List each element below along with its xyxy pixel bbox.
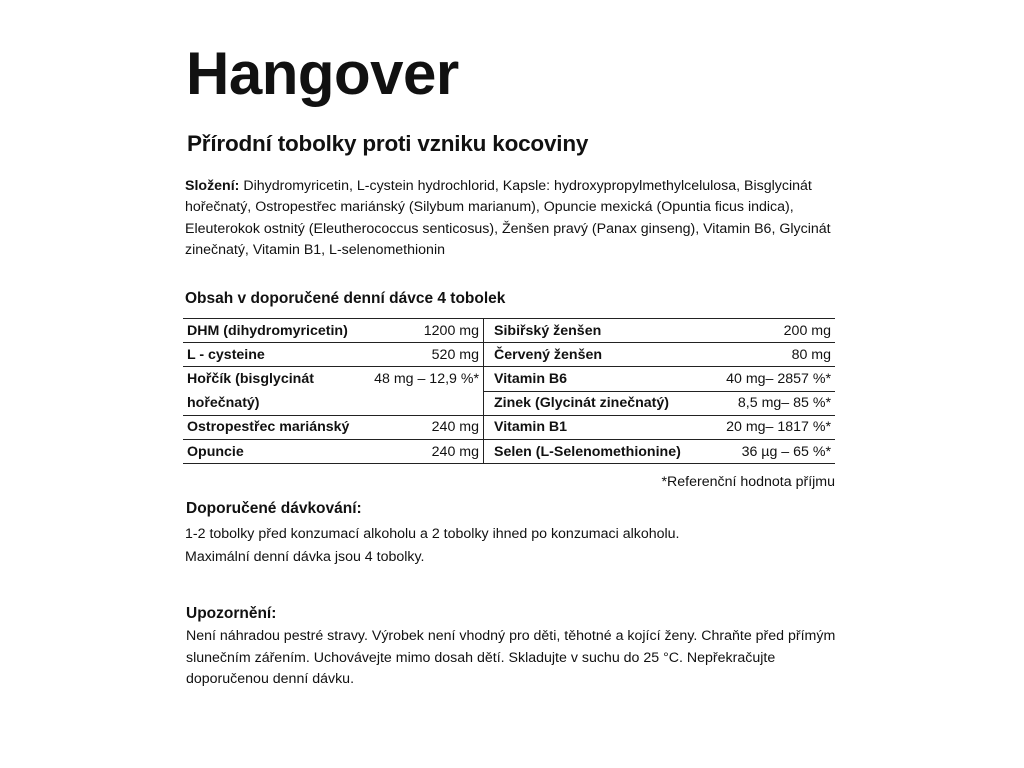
daily-dose-heading: Obsah v doporučené denní dávce 4 tobolek [185,290,506,307]
nutrition-table [183,318,835,464]
ingredient-name: Sibiřský ženšen [490,319,703,343]
warning-heading: Upozornění: [186,605,277,622]
ingredient-name: Vitamin B1 [490,415,703,439]
ingredient-name: Opuncie [183,439,353,463]
ingredient-value: 520 mg [353,343,483,367]
table-row [183,343,835,367]
ingredient-name: Zinek (Glycinát zinečnatý) [490,391,703,415]
ingredient-name: L - cysteine [183,343,353,367]
ingredient-value: 48 mg – 12,9 %* [374,371,479,388]
ingredient-name: Vitamin B6 [490,367,703,391]
table-row [183,391,835,415]
dosage-heading: Doporučené dávkování: [186,500,362,517]
ingredient-value: 240 mg [353,415,483,439]
ingredient-value: 1200 mg [353,319,483,343]
ingredient-name: Ostropestřec mariánský [183,415,353,439]
table-row [183,439,835,463]
dosage-text [185,523,845,568]
table-row [183,367,835,391]
ingredient-name: Červený ženšen [490,343,703,367]
dosage-line: Maximální denní dávka jsou 4 tobolky. [185,548,425,565]
table-row [183,415,835,439]
ingredient-value: 200 mg [703,319,835,343]
dosage-line: 1-2 tobolky před konzumací alkoholu a 2 tobolky ihned po konzumaci alkoholu. [185,526,680,542]
composition-paragraph [185,176,855,261]
reference-note: *Referenční hodnota příjmu [661,474,835,490]
composition-text: Dihydromyricetin, L-cystein hydrochlorid, Kapsle: hydroxypropylmethylcelulosa, Bisglycinát hořečnatý, Ostropestřec mariánský (Silybum marianum), Opuncie mexická (Opuntia ficus indica), Eleuterokok ostnitý (Eleutherococcus senticosus), Ženšen pravý (Panax ginseng), Vitamin B6, Glycinát zinečnatý, Vitamin B1, L-selenomethionin [185,178,831,258]
ingredient-value: 36 µg – 65 %* [703,439,835,463]
warning-text: Není náhradou pestré stravy. Výrobek není vhodný pro děti, těhotné a kojící ženy. Chraňte před přímým slunečním zářením. Uchovávejte mimo dosah dětí. Skladujte v suchu do 25 °C. Nepřekračujte doporučenou denní dávku. [186,628,836,688]
ingredient-value: 240 mg [353,439,483,463]
product-subtitle: Přírodní tobolky proti vzniku kocoviny [187,131,589,156]
ingredient-value: 20 mg– 1817 %* [703,415,835,439]
ingredient-name: Hořčík (bisglycinát [187,371,314,388]
ingredient-name: hořečnatý) [183,391,353,415]
ingredient-value: 40 mg– 2857 %* [703,367,835,391]
product-title: Hangover [186,40,459,107]
ingredient-value [353,391,483,415]
composition-label: Složení: [185,178,240,194]
ingredient-value: 80 mg [703,343,835,367]
ingredient-name: DHM (dihydromyricetin) [183,319,353,343]
ingredient-name: Selen (L-Selenomethionine) [490,439,703,463]
table-row [183,319,835,343]
ingredient-value: 8,5 mg– 85 %* [703,391,835,415]
